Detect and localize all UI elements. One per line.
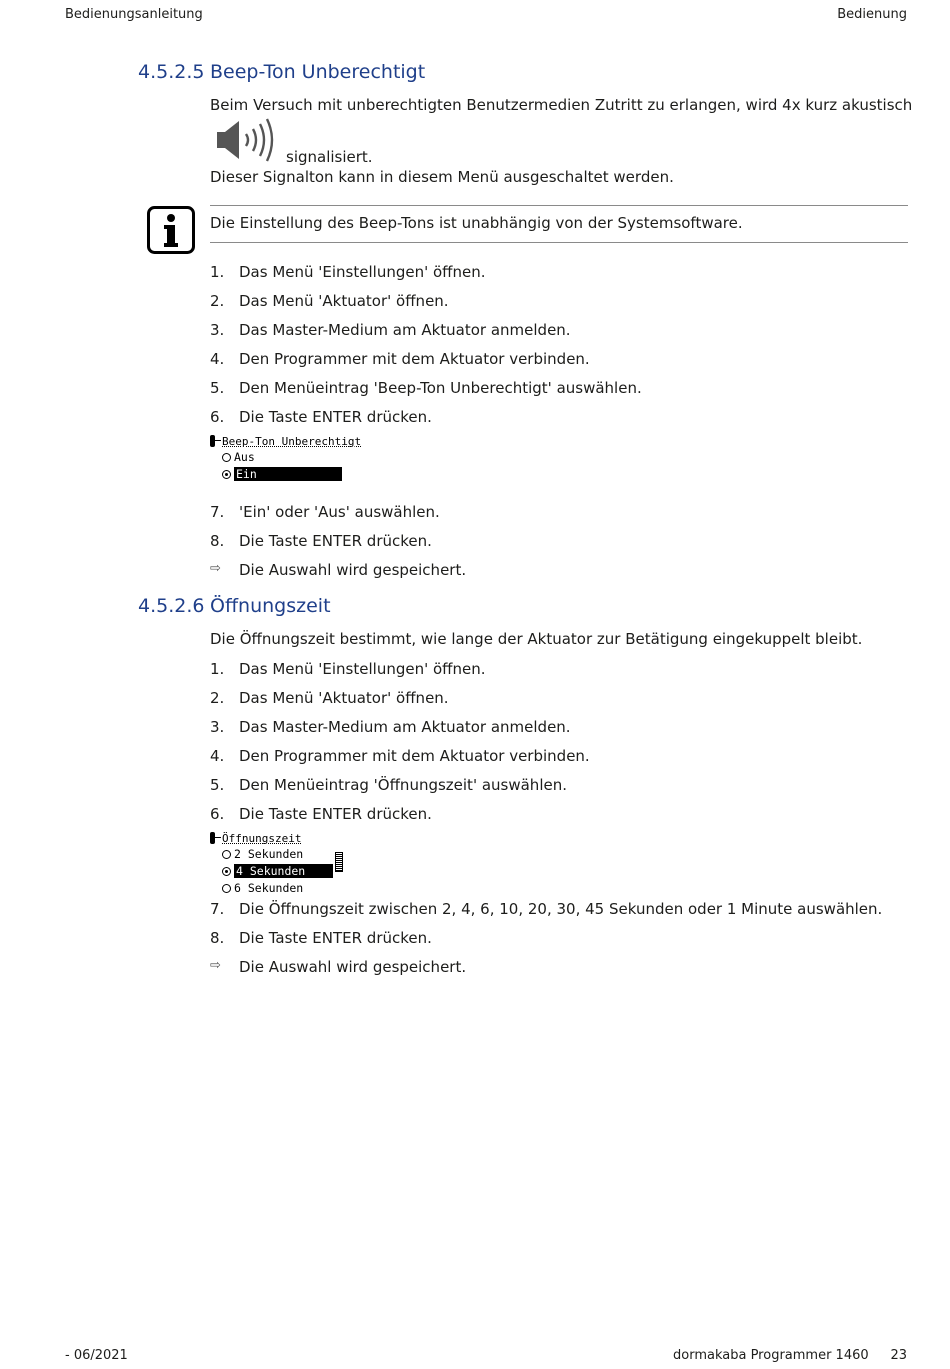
screen-option: 6 Sekunden	[210, 881, 345, 898]
section-number: 4.5.2.5	[138, 61, 205, 83]
screen-option-selected: 4 Sekunden	[210, 864, 345, 881]
speaker-icon	[215, 118, 279, 162]
device-screen-beep	[210, 434, 362, 484]
lock-icon	[210, 435, 215, 447]
screen-title: Öffnungszeit	[222, 832, 302, 845]
screen-option: 2 Sekunden	[210, 847, 345, 864]
footer-product: dormakaba Programmer 1460	[673, 1348, 869, 1363]
intro-text: Die Öffnungszeit bestimmt, wie lange der Aktuator zur Betätigung eingekuppelt bleibt.	[210, 630, 863, 648]
screen-option: Aus	[210, 450, 345, 467]
page-number: 23	[890, 1348, 907, 1363]
header-left: Bedienungsanleitung	[65, 7, 203, 22]
section-number: 4.5.2.6	[138, 595, 205, 617]
screen-option-selected: Ein	[210, 467, 345, 484]
footer-date: - 06/2021	[65, 1348, 128, 1363]
note-rule-top	[210, 205, 908, 206]
note-rule-bottom	[210, 242, 908, 243]
section-heading-opening	[138, 595, 331, 617]
info-icon	[147, 206, 195, 254]
section-heading-beep	[138, 61, 425, 83]
section-title: Öffnungszeit	[210, 595, 331, 617]
header-right: Bedienung	[837, 7, 907, 22]
intro-text-2: Dieser Signalton kann in diesem Menü ausgeschaltet werden.	[210, 168, 674, 186]
section-title: Beep-Ton Unberechtigt	[210, 61, 426, 83]
result-arrow-icon: ⇨	[210, 561, 221, 576]
lock-icon	[210, 832, 215, 844]
screen-title: Beep-Ton Unberechtigt	[222, 435, 362, 448]
signal-word: signalisiert.	[286, 148, 373, 166]
screen-scrollbar	[335, 852, 343, 872]
device-screen-opening	[210, 831, 345, 898]
result-arrow-icon: ⇨	[210, 958, 221, 973]
intro-text: Beim Versuch mit unberechtigten Benutzermedien Zutritt zu erlangen, wird 4x kurz akustisch	[210, 96, 913, 114]
note-text: Die Einstellung des Beep-Tons ist unabhängig von der Systemsoftware.	[210, 214, 743, 232]
